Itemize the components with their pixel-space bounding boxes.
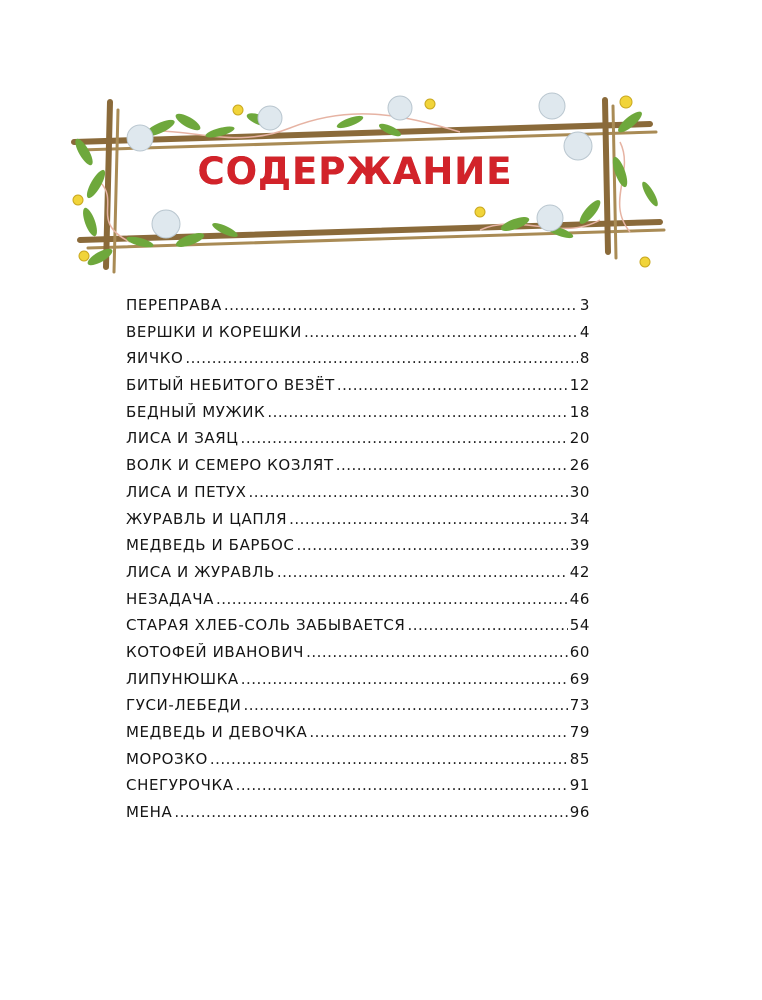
toc-entry <box>126 296 590 323</box>
toc-entry-page: 85 <box>569 749 590 768</box>
toc-entry <box>126 643 590 670</box>
toc-entry-title: БЕДНЫЙ МУЖИК <box>126 402 266 421</box>
toc-dot-leader <box>224 296 578 314</box>
toc-entry-page: 20 <box>569 429 590 448</box>
toc-entry <box>126 670 590 697</box>
toc-dot-leader <box>185 349 577 367</box>
toc-entry <box>126 803 590 830</box>
toc-dot-leader <box>216 590 568 608</box>
toc-entry-title: ПЕРЕПРАВА <box>126 296 222 314</box>
toc-entry-title: ВЕРШКИ И КОРЕШКИ <box>126 322 302 341</box>
toc-dot-leader <box>241 670 568 688</box>
toc-entry <box>126 750 590 777</box>
toc-entry-title: ЛИСА И ЖУРАВЛЬ <box>126 562 275 581</box>
toc-entry-page: 4 <box>579 322 590 341</box>
toc-entry-title: ЖУРАВЛЬ И ЦАПЛЯ <box>126 509 288 528</box>
toc-entry-page: 12 <box>569 376 590 395</box>
toc-entry-title: ГУСИ-ЛЕБЕДИ <box>126 696 242 715</box>
toc-dot-leader <box>210 750 568 768</box>
toc-entry-page: 54 <box>569 616 590 635</box>
toc-entry <box>126 323 590 350</box>
toc-entry-page: 26 <box>569 456 590 475</box>
toc-dot-leader <box>306 643 568 661</box>
toc-dot-leader <box>243 696 567 714</box>
toc-dot-leader <box>241 429 568 447</box>
toc-entry-title: МОРОЗКО <box>126 749 208 768</box>
toc-entry-title: ЛИСА И ПЕТУХ <box>126 482 247 501</box>
toc-dot-leader <box>337 376 568 394</box>
toc-entry-page: 46 <box>569 589 590 608</box>
toc-entry-page: 3 <box>579 296 590 314</box>
toc-dot-leader <box>267 403 567 421</box>
toc-dot-leader <box>249 483 568 501</box>
toc-entry-page: 96 <box>569 803 590 822</box>
toc-entry-title: СТАРАЯ ХЛЕБ-СОЛЬ ЗАБЫВАЕТСЯ <box>126 616 406 635</box>
toc-entry-title: ВОЛК И СЕМЕРО КОЗЛЯТ <box>126 456 334 475</box>
page-title: СОДЕРЖАНИЕ <box>197 150 513 193</box>
toc-entry-page: 73 <box>569 696 590 715</box>
toc-dot-leader <box>336 456 568 474</box>
toc-entry <box>126 483 590 510</box>
toc-dot-leader <box>296 536 567 554</box>
toc-entry <box>126 510 590 537</box>
toc-entry <box>126 349 590 376</box>
toc-entry-title: МЕНА <box>126 803 173 822</box>
toc-entry-page: 18 <box>569 402 590 421</box>
toc-dot-leader <box>236 776 568 794</box>
toc-entry-page: 8 <box>579 349 590 368</box>
toc-entry <box>126 403 590 430</box>
toc-dot-leader <box>407 616 567 634</box>
toc-entry <box>126 429 590 456</box>
toc-dot-leader <box>277 563 568 581</box>
toc-entry-title: ЛИПУНЮШКА <box>126 669 239 688</box>
toc-entry <box>126 590 590 617</box>
toc-entry-title: МЕДВЕДЬ И ДЕВОЧКА <box>126 723 308 741</box>
toc-entry <box>126 456 590 483</box>
toc-dot-leader <box>289 510 568 528</box>
toc-entry <box>126 376 590 403</box>
toc-dot-leader <box>174 803 567 821</box>
toc-entry-page: 60 <box>569 642 590 661</box>
toc-entry <box>126 723 590 750</box>
toc-entry <box>126 536 590 563</box>
table-of-contents <box>126 296 590 830</box>
toc-entry-page: 30 <box>569 482 590 501</box>
toc-entry <box>126 616 590 643</box>
toc-entry-title: ЛИСА И ЗАЯЦ <box>126 429 239 448</box>
toc-dot-leader <box>304 323 578 341</box>
toc-entry <box>126 696 590 723</box>
toc-entry-title: ЯИЧКО <box>126 349 184 368</box>
toc-dot-leader <box>309 723 567 741</box>
toc-entry <box>126 776 590 803</box>
toc-entry-title: БИТЫЙ НЕБИТОГО ВЕЗЁТ <box>126 376 335 395</box>
toc-entry-title: МЕДВЕДЬ И БАРБОС <box>126 536 295 555</box>
toc-entry <box>126 563 590 590</box>
toc-entry-page: 91 <box>569 776 590 795</box>
toc-entry-title: СНЕГУРОЧКА <box>126 776 234 795</box>
toc-entry-page: 79 <box>569 723 590 741</box>
toc-entry-page: 34 <box>569 509 590 528</box>
toc-entry-page: 69 <box>569 669 590 688</box>
toc-entry-page: 39 <box>569 536 590 555</box>
toc-entry-title: КОТОФЕЙ ИВАНОВИЧ <box>126 642 305 661</box>
toc-entry-title: НЕЗАДАЧА <box>126 589 214 608</box>
toc-entry-page: 42 <box>569 562 590 581</box>
